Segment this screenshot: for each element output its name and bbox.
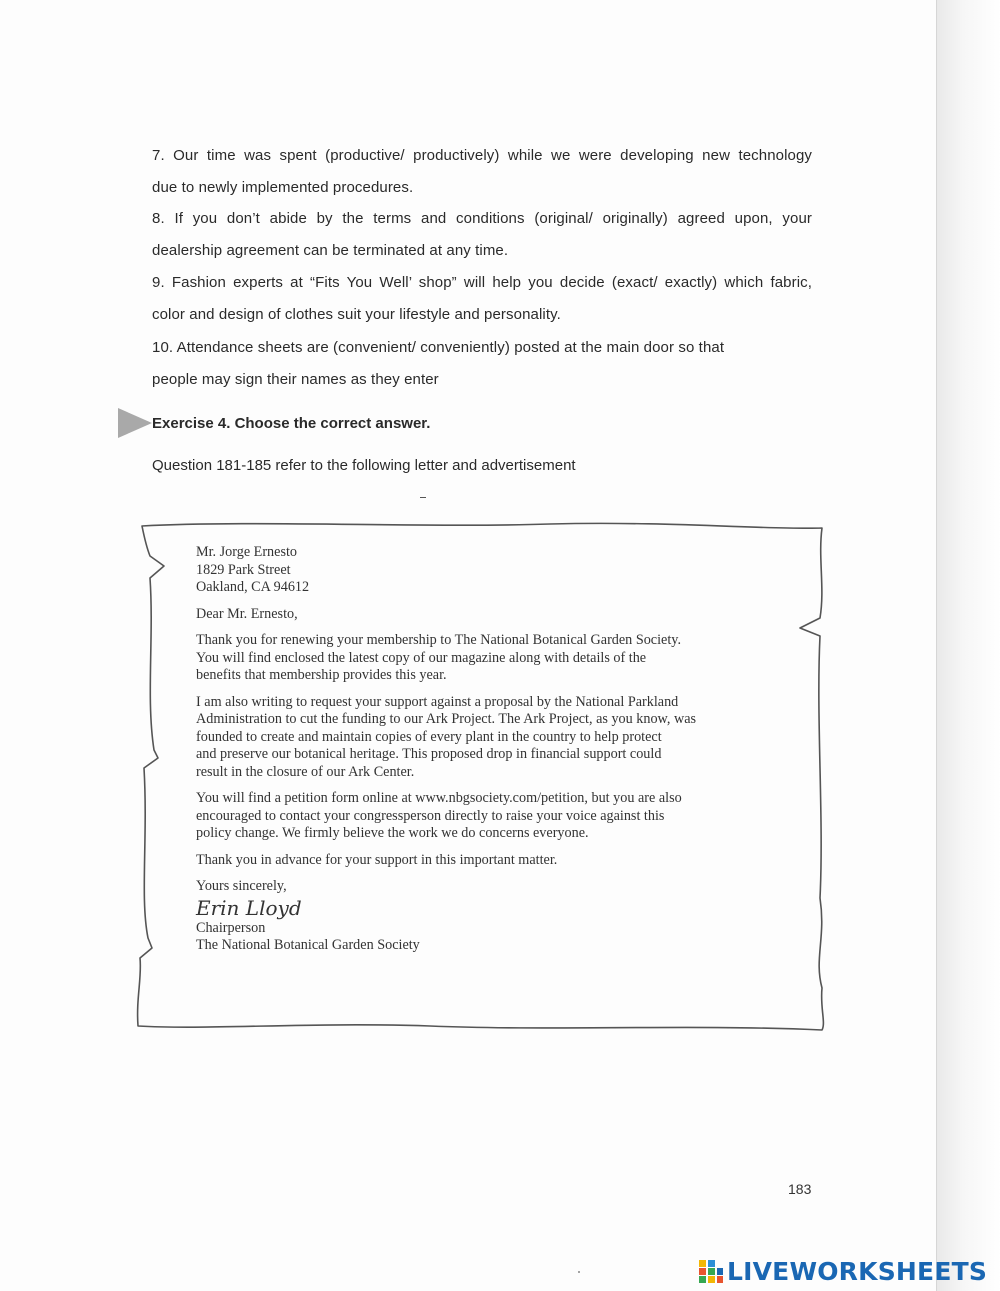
question-9-line-1: 9. Fashion experts at “Fits You Well’ shop” will help you decide (exact/ exactly) which fabric, <box>152 274 812 291</box>
dash-mark <box>420 497 426 498</box>
paragraph-line: Thank you for renewing your membership to The National Botanical Garden Society. <box>196 632 681 648</box>
exercise-heading <box>118 408 430 438</box>
paragraph-line: result in the closure of our Ark Center. <box>196 763 415 780</box>
brand-name: LIVEWORKSHEETS <box>727 1256 988 1286</box>
letter-paragraph-2 <box>196 694 786 782</box>
signer-organization: The National Botanical Garden Society <box>196 937 420 953</box>
letter <box>196 544 786 955</box>
letter-paragraph-4: Thank you in advance for your support in this important matter. <box>196 851 558 868</box>
liveworksheets-logo-icon <box>698 1258 724 1284</box>
paragraph-line: benefits that membership provides this year. <box>196 667 447 683</box>
recipient-street: 1829 Park Street <box>196 561 291 578</box>
triangle-arrow-icon <box>118 408 152 438</box>
question-8-line-1: 8. If you don’t abide by the terms and conditions (original/ originally) agreed upon, your <box>152 210 812 227</box>
recipient-city: Oakland, CA 94612 <box>196 579 310 595</box>
letter-paragraph-3 <box>196 790 786 843</box>
question-9 <box>152 267 812 331</box>
recipient-name: Mr. Jorge Ernesto <box>196 544 298 560</box>
question-reference: Question 181-185 refer to the following letter and advertisement <box>152 457 576 474</box>
question-10 <box>152 332 812 396</box>
exercise-title: Exercise 4. Choose the correct answer. <box>152 414 431 432</box>
question-8 <box>152 203 812 267</box>
question-7-line-1: 7. Our time was spent (productive/ productively) while we were developing new technology <box>152 147 812 164</box>
paragraph-line: You will find a petition form online at www.nbgsociety.com/petition, but you are also <box>196 790 682 806</box>
question-10-line-2: people may sign their names as they enter <box>152 371 439 388</box>
paragraph-line: and preserve our botanical heritage. This proposed drop in financial support could <box>196 746 662 762</box>
paragraph-line: Administration to cut the funding to our Ark Project. The Ark Project, as you know, was <box>196 711 697 727</box>
signature: Erin Lloyd <box>196 895 302 920</box>
page-number: 183 <box>788 1181 812 1197</box>
paragraph-line: encouraged to contact your congressperson directly to raise your voice against this <box>196 807 665 824</box>
question-7 <box>152 140 812 204</box>
letter-paragraph-1 <box>196 632 786 685</box>
question-8-line-2: dealership agreement can be terminated at any time. <box>152 242 509 259</box>
signer-title: Chairperson <box>196 919 266 936</box>
paragraph-line: You will find enclosed the latest copy of our magazine along with details of the <box>196 649 647 666</box>
question-10-line-1: 10. Attendance sheets are (convenient/ conveniently) posted at the main door so that <box>152 339 725 356</box>
page-edge-shadow <box>936 0 1000 1291</box>
letter-closing: Yours sincerely, <box>196 878 287 894</box>
question-7-line-2: due to newly implemented procedures. <box>152 179 414 196</box>
liveworksheets-brand[interactable] <box>698 1255 987 1287</box>
paragraph-line: policy change. We firmly believe the work we do concerns everyone. <box>196 825 589 841</box>
paragraph-line: founded to create and maintain copies of every plant in the country to help protect <box>196 728 662 745</box>
paragraph-line: I am also writing to request your support against a proposal by the National Parkland <box>196 693 679 710</box>
question-9-line-2: color and design of clothes suit your lifestyle and personality. <box>152 306 561 323</box>
scan-speck <box>578 1271 580 1273</box>
letter-greeting: Dear Mr. Ernesto, <box>196 605 298 622</box>
